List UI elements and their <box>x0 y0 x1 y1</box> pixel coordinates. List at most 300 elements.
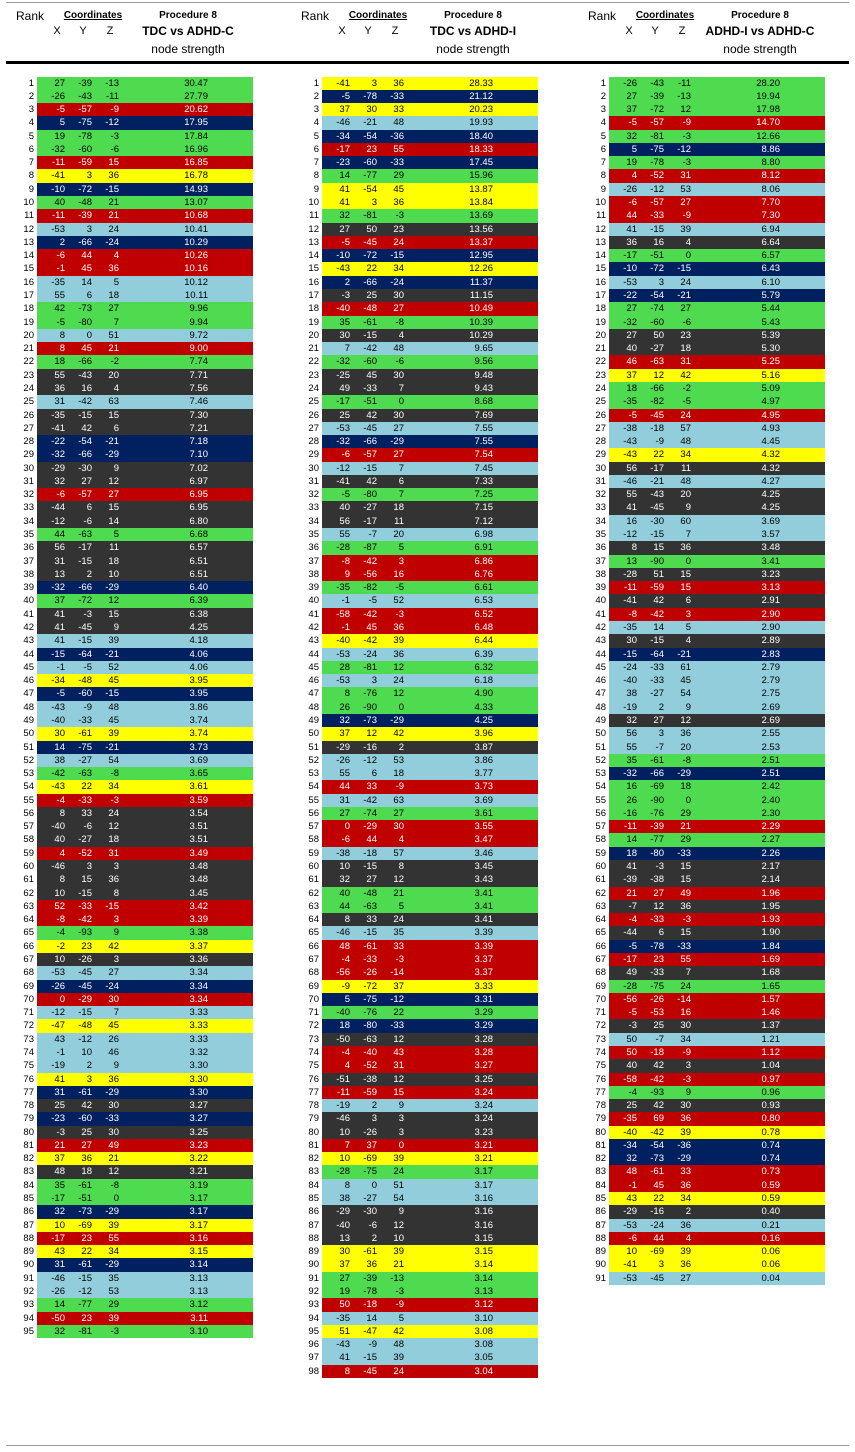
z-coordinate-cell: -24 <box>105 980 119 992</box>
x-coordinate-cell: 31 <box>54 1086 65 1098</box>
z-coordinate-cell: 6 <box>685 595 691 607</box>
z-coordinate-cell: -2 <box>682 382 691 394</box>
table-row <box>590 727 855 740</box>
table-row <box>303 1205 583 1218</box>
rank-cell: 44 <box>308 648 319 660</box>
table-row <box>18 355 298 368</box>
x-coordinate-cell: 41 <box>626 502 637 514</box>
node-strength-cell: 2.69 <box>761 701 780 713</box>
node-strength-cell: 11.15 <box>469 289 493 301</box>
rank-cell: 63 <box>595 900 606 912</box>
rank-cell: 68 <box>23 967 34 979</box>
z-coordinate-cell: -3 <box>682 914 691 926</box>
x-coordinate-cell: 10 <box>54 1219 65 1231</box>
z-coordinate-cell: 34 <box>680 449 691 461</box>
node-strength-cell: 4.32 <box>761 462 780 474</box>
node-strength-cell: 8.12 <box>761 170 780 182</box>
y-coordinate-cell: -57 <box>363 449 377 461</box>
z-coordinate-cell: -14 <box>677 993 691 1005</box>
table-row <box>18 382 298 395</box>
rank-cell: 46 <box>23 675 34 687</box>
x-coordinate-cell: 55 <box>626 741 637 753</box>
y-coordinate-cell: -61 <box>363 940 377 952</box>
z-coordinate-cell: 51 <box>393 1179 404 1191</box>
node-strength-cell: 16.85 <box>184 157 208 169</box>
x-coordinate-cell: -5 <box>56 688 65 700</box>
z-coordinate-cell: 39 <box>393 1246 404 1258</box>
rank-cell: 90 <box>595 1259 606 1271</box>
table-row <box>590 661 855 674</box>
rank-cell: 38 <box>595 568 606 580</box>
node-strength-cell: 2.51 <box>761 768 780 780</box>
rank-cell: 36 <box>23 542 34 554</box>
rank-cell: 49 <box>308 714 319 726</box>
x-coordinate-cell: -40 <box>336 635 350 647</box>
table-row <box>303 993 583 1006</box>
z-coordinate-cell: 7 <box>685 529 691 541</box>
table-row <box>590 966 855 979</box>
rank-cell: 22 <box>308 356 319 368</box>
rank-cell: 48 <box>595 701 606 713</box>
node-strength-cell: 5.79 <box>761 289 780 301</box>
rank-cell: 11 <box>24 210 34 222</box>
table-row <box>18 833 298 846</box>
table-row <box>590 462 855 475</box>
y-coordinate-cell: 10 <box>81 1046 92 1058</box>
node-strength-cell: 2.26 <box>761 847 780 859</box>
node-strength-cell: 9.43 <box>474 382 493 394</box>
rank-cell: 67 <box>308 953 319 965</box>
rank-cell: 59 <box>308 847 319 859</box>
table-row <box>590 501 855 514</box>
table-row <box>303 833 583 846</box>
table-row <box>18 528 298 541</box>
table-row <box>18 887 298 900</box>
rank-cell: 63 <box>23 900 34 912</box>
z-coordinate-cell: 35 <box>393 927 404 939</box>
table-row <box>18 1298 298 1311</box>
node-strength-cell: 10.39 <box>469 316 493 328</box>
table-row <box>303 183 583 196</box>
z-coordinate-cell: -15 <box>677 263 691 275</box>
y-coordinate-cell: -59 <box>363 1086 377 1098</box>
z-coordinate-cell: 36 <box>680 1179 691 1191</box>
x-coordinate-cell: -53 <box>336 675 350 687</box>
rank-cell: 81 <box>595 1139 606 1151</box>
y-coordinate-cell: -61 <box>363 316 377 328</box>
table-row <box>18 754 298 767</box>
z-coordinate-cell: -15 <box>105 688 119 700</box>
z-coordinate-cell: 36 <box>680 728 691 740</box>
x-coordinate-cell: -41 <box>623 1259 637 1271</box>
node-strength-cell: 3.33 <box>189 1033 208 1045</box>
table-row <box>303 329 583 342</box>
z-coordinate-cell: 36 <box>108 874 119 886</box>
table-row <box>18 661 298 674</box>
x-coordinate-cell: 51 <box>339 1325 350 1337</box>
node-strength-cell: 3.69 <box>474 794 493 806</box>
table-row <box>303 1245 583 1258</box>
x-coordinate-cell: -43 <box>336 263 350 275</box>
x-coordinate-cell: -51 <box>336 1073 350 1085</box>
table-row <box>303 873 583 886</box>
rank-cell: 34 <box>595 515 606 527</box>
z-coordinate-cell: 9 <box>685 1086 691 1098</box>
table-row <box>590 714 855 727</box>
x-coordinate-cell: 36 <box>54 382 65 394</box>
rank-cell: 27 <box>595 422 606 434</box>
z-coordinate-cell: 27 <box>680 303 691 315</box>
x-coordinate-cell: -6 <box>341 834 350 846</box>
y-coordinate-cell: -93 <box>650 1086 664 1098</box>
y-coordinate-cell: -73 <box>78 1206 92 1218</box>
rank-cell: 4 <box>600 117 606 129</box>
table-row <box>590 541 855 554</box>
z-coordinate-cell: -29 <box>105 1206 119 1218</box>
x-coordinate-cell: -34 <box>623 1139 637 1151</box>
z-coordinate-cell: 14 <box>108 515 119 527</box>
x-coordinate-cell: 56 <box>54 542 65 554</box>
node-strength-cell: 3.31 <box>474 993 493 1005</box>
table-row <box>590 448 855 461</box>
node-strength-cell: 19.94 <box>756 90 780 102</box>
z-coordinate-cell: -11 <box>677 77 691 89</box>
rank-cell: 53 <box>308 768 319 780</box>
z-coordinate-cell: 3 <box>398 1126 404 1138</box>
node-strength-cell: 14.70 <box>756 117 780 129</box>
x-coordinate-cell: -5 <box>341 489 350 501</box>
table-row <box>590 701 855 714</box>
z-coordinate-cell: 36 <box>393 621 404 633</box>
node-strength-cell: 3.29 <box>474 1020 493 1032</box>
x-coordinate-cell: -8 <box>628 608 637 620</box>
table-row <box>590 1245 855 1258</box>
y-coordinate-cell: -76 <box>363 1007 377 1019</box>
table-row <box>590 780 855 793</box>
z-coordinate-cell: -3 <box>110 794 119 806</box>
z-coordinate-cell: 24 <box>393 236 404 248</box>
z-coordinate-cell: 39 <box>108 635 119 647</box>
rank-cell: 23 <box>595 369 606 381</box>
y-coordinate-cell: 23 <box>81 940 92 952</box>
rank-cell: 40 <box>23 595 34 607</box>
node-strength-cell: 3.12 <box>474 1299 493 1311</box>
node-strength-cell: 3.51 <box>189 834 208 846</box>
rank-cell: 45 <box>595 661 606 673</box>
y-coordinate-cell: -15 <box>78 555 92 567</box>
node-strength-header: node strength <box>723 42 797 56</box>
node-strength-cell: 1.90 <box>761 927 780 939</box>
y-coordinate-cell: -45 <box>363 1365 377 1377</box>
node-strength-cell: 7.25 <box>474 489 493 501</box>
x-coordinate-cell: -1 <box>341 595 350 607</box>
node-strength-cell: 30.47 <box>184 77 208 89</box>
rank-cell: 65 <box>23 927 34 939</box>
y-coordinate-cell: -63 <box>650 356 664 368</box>
rank-cell: 20 <box>308 329 319 341</box>
node-strength-cell: 2.89 <box>761 635 780 647</box>
x-coordinate-cell: -43 <box>51 701 65 713</box>
z-coordinate-cell: 57 <box>393 847 404 859</box>
table-row <box>303 634 583 647</box>
rank-cell: 11 <box>596 210 606 222</box>
node-strength-cell: 3.17 <box>474 1166 493 1178</box>
z-coordinate-cell: 8 <box>398 861 404 873</box>
y-coordinate-cell: 23 <box>653 953 664 965</box>
rank-cell: 74 <box>308 1046 319 1058</box>
z-coordinate-cell: 2 <box>398 741 404 753</box>
z-coordinate-cell: 31 <box>108 847 119 859</box>
x-coordinate-cell: -16 <box>623 807 637 819</box>
node-strength-cell: 0.80 <box>761 1113 780 1125</box>
x-coordinate-cell: -17 <box>51 1193 65 1205</box>
x-coordinate-cell: -26 <box>623 183 637 195</box>
table-row <box>18 1312 298 1325</box>
y-coordinate-cell: 22 <box>81 781 92 793</box>
z-coordinate-cell: 4 <box>685 236 691 248</box>
table-row <box>18 262 298 275</box>
node-strength-cell: 3.39 <box>474 940 493 952</box>
comparison-header: ADHD-I vs ADHD-C <box>705 24 815 38</box>
z-coordinate-cell: 52 <box>108 661 119 673</box>
z-coordinate-cell: 12 <box>108 475 119 487</box>
y-coordinate-cell: -69 <box>363 1153 377 1165</box>
rank-cell: 60 <box>595 861 606 873</box>
x-coordinate-cell: -41 <box>51 170 65 182</box>
y-coordinate-cell: 42 <box>653 595 664 607</box>
y-coordinate-cell: -78 <box>650 940 664 952</box>
y-coordinate-cell: -39 <box>650 821 664 833</box>
node-strength-cell: 0.97 <box>761 1073 780 1085</box>
z-coordinate-cell: -29 <box>105 1086 119 1098</box>
z-coordinate-cell: -6 <box>682 316 691 328</box>
node-strength-cell: 3.24 <box>474 1113 493 1125</box>
table-row <box>590 913 855 926</box>
x-coordinate-cell: -34 <box>336 130 350 142</box>
node-strength-cell: 3.41 <box>761 555 780 567</box>
x-coordinate-cell: -43 <box>51 781 65 793</box>
table-row <box>590 1165 855 1178</box>
y-coordinate-cell: -90 <box>650 794 664 806</box>
x-coordinate-cell: -56 <box>336 967 350 979</box>
y-coordinate-cell: -77 <box>78 1299 92 1311</box>
z-coordinate-cell: -33 <box>390 1020 404 1032</box>
y-coordinate-cell: -15 <box>78 409 92 421</box>
table-row <box>18 1139 298 1152</box>
node-strength-cell: 3.21 <box>189 1166 208 1178</box>
table-row <box>303 395 583 408</box>
node-strength-cell: 3.73 <box>189 741 208 753</box>
table-row <box>303 209 583 222</box>
x-coordinate-cell: 50 <box>339 1299 350 1311</box>
node-strength-cell: 3.54 <box>189 807 208 819</box>
z-coordinate-cell: -29 <box>105 449 119 461</box>
node-strength-cell: 3.34 <box>189 993 208 1005</box>
x-coordinate-cell: 27 <box>626 90 637 102</box>
x-coordinate-cell: -1 <box>56 661 65 673</box>
rank-cell: 91 <box>308 1272 319 1284</box>
x-coordinate-cell: -15 <box>51 648 65 660</box>
x-coordinate-cell: 25 <box>626 1100 637 1112</box>
rank-cell: 26 <box>23 409 34 421</box>
node-strength-cell: 0.04 <box>761 1272 780 1284</box>
z-coordinate-cell: 63 <box>108 396 119 408</box>
table-row <box>18 196 298 209</box>
node-strength-cell: 7.15 <box>474 502 493 514</box>
rank-cell: 5 <box>28 130 34 142</box>
x-coordinate-cell: 19 <box>54 130 65 142</box>
rank-cell: 26 <box>308 409 319 421</box>
x-coordinate-cell: -26 <box>51 980 65 992</box>
x-coordinate-cell: 16 <box>626 515 637 527</box>
rank-cell: 51 <box>308 741 319 753</box>
node-strength-cell: 8.06 <box>761 183 780 195</box>
z-coordinate-cell: 24 <box>680 276 691 288</box>
y-coordinate-cell: 0 <box>86 329 92 341</box>
y-coordinate-cell: 3 <box>658 276 664 288</box>
table-row <box>303 528 583 541</box>
x-coordinate-cell: 8 <box>59 329 65 341</box>
rank-cell: 98 <box>308 1365 319 1377</box>
table-row <box>303 448 583 461</box>
rank-cell: 69 <box>308 980 319 992</box>
x-coordinate-cell: -32 <box>51 582 65 594</box>
table-row <box>18 156 298 169</box>
x-coordinate-cell: 49 <box>339 382 350 394</box>
table-row <box>18 1272 298 1285</box>
x-coordinate-cell: 8 <box>344 914 350 926</box>
rank-cell: 6 <box>28 143 34 155</box>
node-strength-cell: 6.57 <box>189 542 208 554</box>
z-coordinate-cell: -3 <box>395 608 404 620</box>
z-coordinate-cell: 23 <box>393 223 404 235</box>
z-coordinate-cell: 36 <box>680 542 691 554</box>
node-strength-cell: 18.33 <box>469 143 493 155</box>
z-coordinate-cell: 42 <box>680 369 691 381</box>
node-strength-cell: 3.08 <box>474 1325 493 1337</box>
z-coordinate-cell: 12 <box>680 714 691 726</box>
node-strength-cell: 0.59 <box>761 1179 780 1191</box>
y-coordinate-cell: -39 <box>650 90 664 102</box>
node-strength-cell: 3.30 <box>189 1086 208 1098</box>
table-row <box>590 820 855 833</box>
x-coordinate-cell: -12 <box>623 529 637 541</box>
x-coordinate-cell: 41 <box>339 197 350 209</box>
x-coordinate-cell: 40 <box>54 197 65 209</box>
z-coordinate-cell: 27 <box>393 807 404 819</box>
node-strength-cell: 7.10 <box>189 449 208 461</box>
y-coordinate-cell: -5 <box>83 661 92 673</box>
node-strength-cell: 7.54 <box>474 449 493 461</box>
y-coordinate-cell: -42 <box>78 396 92 408</box>
y-coordinate-cell: -27 <box>363 502 377 514</box>
x-coordinate-cell: 52 <box>54 900 65 912</box>
rank-cell: 32 <box>308 489 319 501</box>
rank-cell: 15 <box>595 263 606 275</box>
z-coordinate-cell: 3 <box>685 608 691 620</box>
z-coordinate-cell: 30 <box>108 1126 119 1138</box>
node-strength-cell: 6.39 <box>189 595 208 607</box>
node-strength-cell: 0.06 <box>761 1259 780 1271</box>
node-strength-cell: 10.26 <box>184 250 208 262</box>
table-row <box>590 183 855 196</box>
table-row <box>18 1033 298 1046</box>
rank-cell: 57 <box>595 821 606 833</box>
x-coordinate-cell: 25 <box>339 409 350 421</box>
node-strength-cell: 3.51 <box>189 821 208 833</box>
y-coordinate-cell: -15 <box>78 635 92 647</box>
table-row <box>590 90 855 103</box>
rank-cell: 45 <box>308 661 319 673</box>
x-coordinate-cell: 55 <box>54 369 65 381</box>
y-coordinate-cell: -72 <box>78 183 92 195</box>
rank-cell: 75 <box>595 1060 606 1072</box>
rank-cell: 72 <box>308 1020 319 1032</box>
node-strength-cell: 18.40 <box>469 130 493 142</box>
rank-cell: 47 <box>23 688 34 700</box>
x-coordinate-cell: -53 <box>336 648 350 660</box>
z-header: Z <box>678 25 686 37</box>
z-coordinate-cell: -8 <box>395 316 404 328</box>
node-strength-cell: 3.13 <box>189 1285 208 1297</box>
x-coordinate-cell: -11 <box>623 582 637 594</box>
node-strength-cell: 6.18 <box>474 675 493 687</box>
table-row <box>590 1059 855 1072</box>
node-strength-cell: 6.86 <box>474 555 493 567</box>
x-coordinate-cell: -12 <box>51 1007 65 1019</box>
y-coordinate-cell: -48 <box>363 303 377 315</box>
z-coordinate-cell: 34 <box>680 1193 691 1205</box>
x-coordinate-cell: -40 <box>51 714 65 726</box>
y-coordinate-cell: 45 <box>366 621 377 633</box>
table-row <box>590 130 855 143</box>
table-row <box>590 369 855 382</box>
x-coordinate-cell: 37 <box>54 595 65 607</box>
y-coordinate-cell: -60 <box>650 316 664 328</box>
table-row <box>303 1073 583 1086</box>
table-row <box>18 316 298 329</box>
x-coordinate-cell: -29 <box>336 741 350 753</box>
node-strength-cell: 6.48 <box>474 621 493 633</box>
x-coordinate-cell: 14 <box>54 741 65 753</box>
table-row <box>18 1126 298 1139</box>
y-coordinate-cell: -51 <box>363 396 377 408</box>
x-coordinate-cell: 0 <box>59 993 65 1005</box>
y-coordinate-cell: -63 <box>363 900 377 912</box>
node-strength-cell: 13.07 <box>184 197 208 209</box>
y-coordinate-cell: -54 <box>363 183 377 195</box>
y-coordinate-cell: -42 <box>650 608 664 620</box>
x-coordinate-cell: -6 <box>56 489 65 501</box>
z-coordinate-cell: 20 <box>680 489 691 501</box>
node-strength-cell: 3.05 <box>474 1352 493 1364</box>
node-strength-cell: 3.57 <box>761 529 780 541</box>
y-coordinate-cell: -15 <box>78 887 92 899</box>
table-row <box>590 847 855 860</box>
y-coordinate-cell: -39 <box>363 1272 377 1284</box>
table-row <box>18 953 298 966</box>
table-row <box>18 966 298 979</box>
table-row <box>303 1112 583 1125</box>
table-panel <box>587 0 855 1452</box>
z-coordinate-cell: -15 <box>105 183 119 195</box>
rank-cell: 81 <box>308 1139 319 1151</box>
x-header: X <box>53 25 61 37</box>
node-strength-cell: 3.74 <box>189 714 208 726</box>
rank-cell: 3 <box>600 104 606 116</box>
table-row <box>303 1139 583 1152</box>
x-coordinate-cell: -5 <box>56 104 65 116</box>
